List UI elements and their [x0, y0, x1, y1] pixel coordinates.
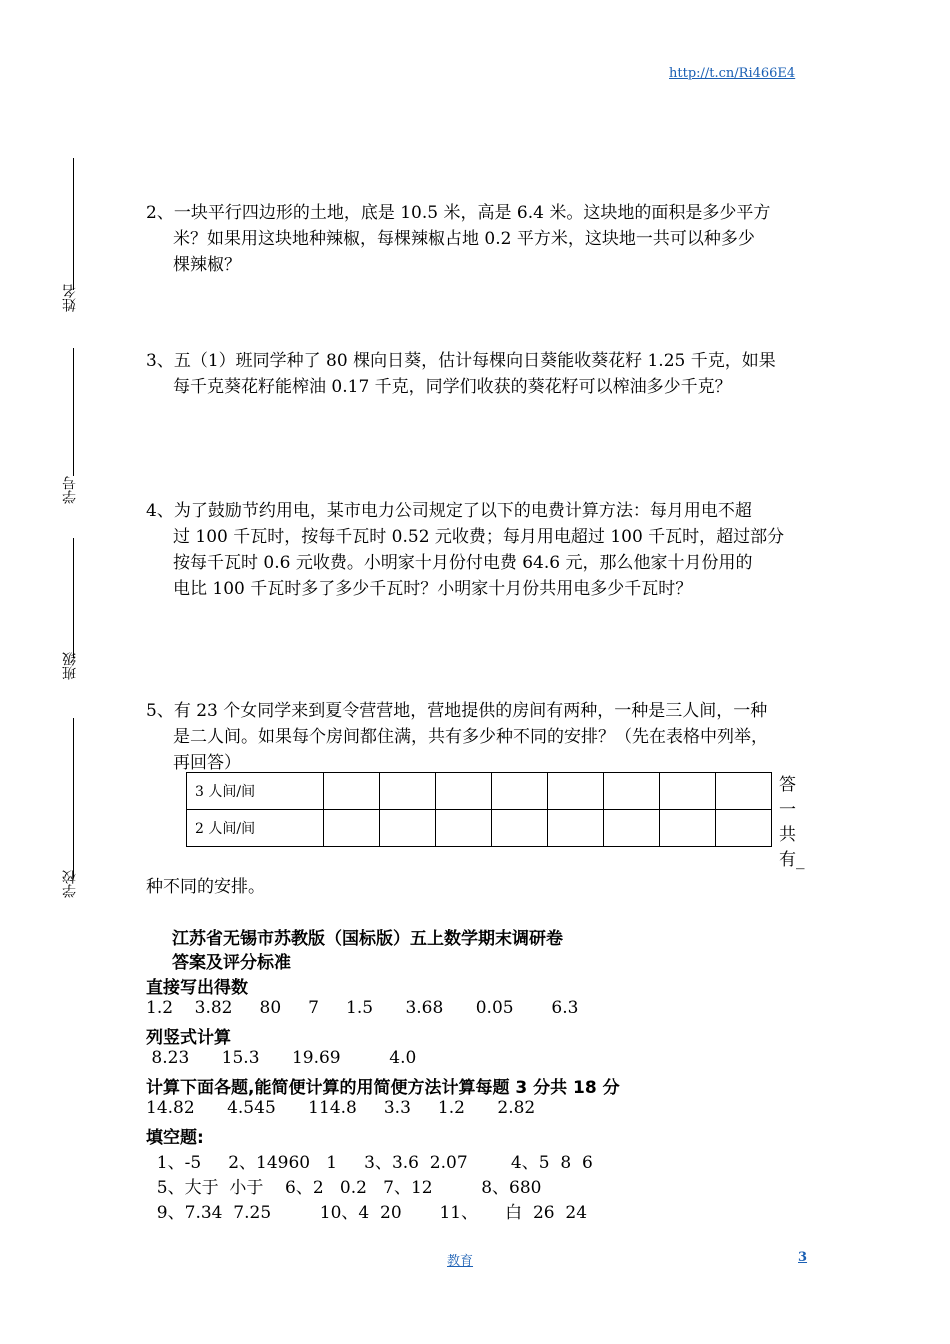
question-line: 棵辣椒？ [173, 255, 241, 275]
table-cell[interactable] [492, 810, 548, 847]
section-heading: 直接写出得数 [146, 978, 248, 998]
section-answers: 1、-5 2、14960 1 3、3.6 2.07 4、5 8 6 [146, 1153, 593, 1173]
question-4 [146, 498, 826, 602]
table-row [187, 810, 772, 847]
name-line [73, 158, 74, 290]
answer-tail: 种不同的安排。 [146, 877, 265, 897]
table-cell[interactable] [660, 773, 716, 810]
question-line: 再回答） [173, 753, 241, 773]
table-cell[interactable] [380, 773, 436, 810]
row-label-triple: 3 人间/间 [187, 773, 324, 810]
section-answers: 8.23 15.3 19.69 4.0 [146, 1048, 417, 1068]
question-line: 过 100 千瓦时，按每千瓦时 0.52 元收费；每月用电超过 100 千瓦时，超过部分 [173, 527, 785, 547]
name-label: 姓名 [62, 284, 78, 312]
answer-char: 一 [779, 800, 796, 820]
answer-key-subtitle: 答案及评分标准 [172, 953, 291, 973]
footer-link[interactable]: 教育 [447, 1254, 474, 1269]
student-id-line [73, 348, 74, 476]
class-line [73, 538, 74, 658]
question-line: 4、为了鼓励节约用电，某市电力公司规定了以下的电费计算方法：每月用电不超 [146, 501, 752, 521]
page-number: 3 [798, 1250, 808, 1265]
question-line: 按每千瓦时 0.6 元收费。小明家十月份付电费 64.6 元，那么他家十月份用的 [173, 553, 753, 573]
section-answers: 5、大于 小于 6、2 0.2 7、12 8、680 [146, 1178, 542, 1198]
row-label-double: 2 人间/间 [187, 810, 324, 847]
question-5 [146, 698, 836, 776]
question-3 [146, 348, 826, 400]
school-line [73, 718, 74, 878]
answer-key-title: 江苏省无锡市苏教版（国标版）五上数学期末调研卷 [172, 929, 563, 949]
question-line: 电比 100 千瓦时多了多少千瓦时？小明家十月份共用电多少千瓦时？ [173, 579, 693, 599]
section-heading: 计算下面各题,能简便计算的用简便方法计算每题 3 分共 18 分 [146, 1078, 620, 1098]
table-cell[interactable] [492, 773, 548, 810]
question-line: 米？如果用这块地种辣椒，每棵辣椒占地 0.2 平方米，这块地一共可以种多少 [173, 229, 755, 249]
section-heading: 填空题: [146, 1128, 204, 1148]
table-cell[interactable] [604, 810, 660, 847]
school-label: 学校 [62, 870, 78, 898]
section-answers: 14.82 4.545 114.8 3.3 1.2 2.82 [146, 1098, 536, 1118]
question-line: 5、有 23 个女同学来到夏令营营地，营地提供的房间有两种，一种是三人间，一种 [146, 701, 768, 721]
class-label: 班级 [62, 652, 78, 680]
answer-blank[interactable]: 有_ [779, 850, 805, 870]
room-arrangement-table [186, 772, 772, 847]
table-cell[interactable] [604, 773, 660, 810]
question-line: 3、五（1）班同学种了 80 棵向日葵，估计每棵向日葵能收葵花籽 1.25 千克，如果 [146, 351, 776, 371]
answer-char: 答 [779, 775, 796, 795]
table-cell[interactable] [324, 810, 380, 847]
table-row [187, 773, 772, 810]
table-cell[interactable] [660, 810, 716, 847]
table-cell[interactable] [716, 773, 772, 810]
question-line: 是二人间。如果每个房间都住满，共有多少种不同的安排？（先在表格中列举， [173, 727, 768, 747]
table-cell[interactable] [324, 773, 380, 810]
section-answers: 1.2 3.82 80 7 1.5 3.68 0.05 6.3 [146, 998, 579, 1018]
table-cell[interactable] [548, 773, 604, 810]
table-cell[interactable] [436, 810, 492, 847]
table-cell[interactable] [716, 810, 772, 847]
header-url-link[interactable]: http://t.cn/Ri466E4 [669, 66, 796, 81]
table-cell[interactable] [380, 810, 436, 847]
table-cell[interactable] [436, 773, 492, 810]
question-line: 每千克葵花籽能榨油 0.17 千克，同学们收获的葵花籽可以榨油多少千克？ [173, 377, 732, 397]
section-heading: 列竖式计算 [146, 1028, 231, 1048]
section-answers: 9、7.34 7.25 10、4 20 11、 白 26 24 [146, 1203, 588, 1223]
answer-char: 共 [779, 825, 796, 845]
question-line: 2、一块平行四边形的土地，底是 10.5 米，高是 6.4 米。这块地的面积是多少平方 [146, 203, 771, 223]
table-cell[interactable] [548, 810, 604, 847]
student-id-label: 学号 [62, 476, 78, 504]
question-2 [146, 200, 826, 278]
